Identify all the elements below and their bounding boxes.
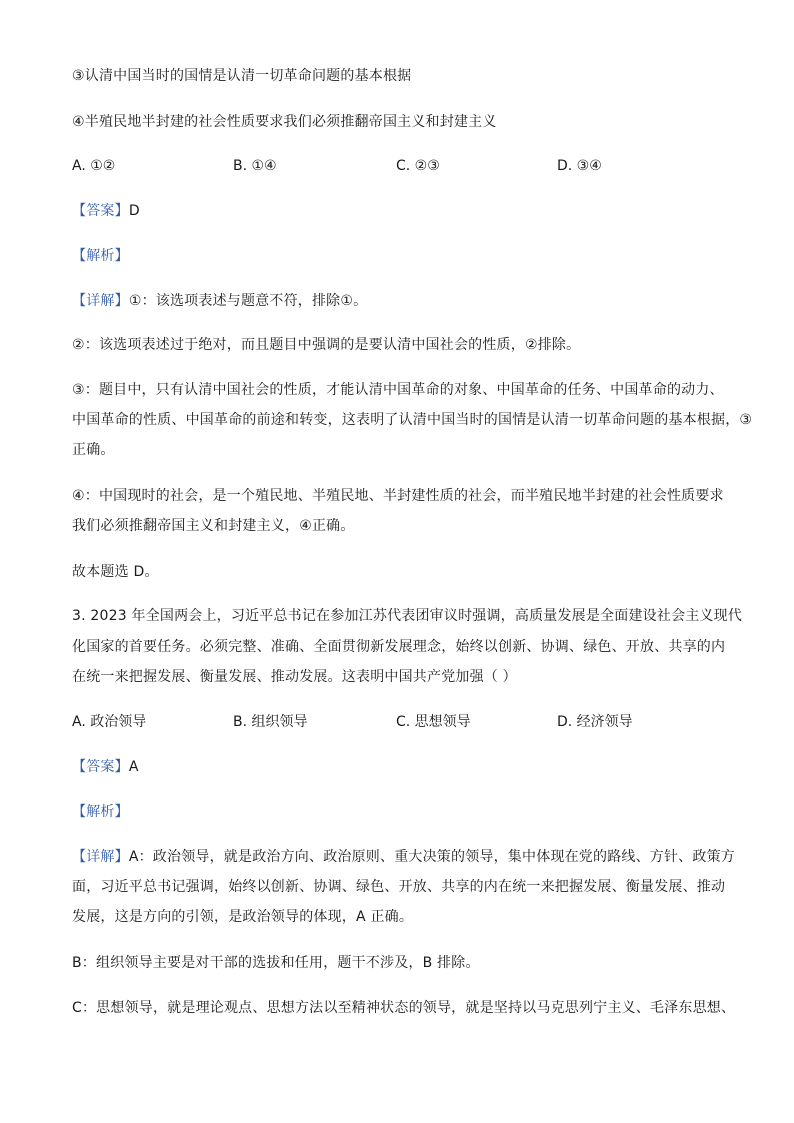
detail-1: [72, 291, 367, 311]
q3-stem-line-2: 化国家的首要任务。必须完整、准确、全面贯彻新发展理念，始终以创新、协调、绿色、开放、共享的内: [72, 639, 726, 655]
option-b: B. ①④: [233, 158, 277, 174]
statement-3: ③认清中国当时的国情是认清一切革命问题的基本根据: [72, 68, 412, 84]
q3-detail-a-line-3: 发展，这是方向的引领，是政治领导的体现，A 正确。: [72, 909, 414, 925]
option-b: B. 组织领导: [233, 714, 308, 730]
q3-detail-a-text: A：政治领导，就是政治方向、政治原则、重大决策的领导，集中体现在党的路线、方针、政策方: [128, 849, 735, 865]
option-d: D. 经济领导: [557, 714, 633, 730]
detail-tag: 【详解】: [72, 293, 129, 309]
analysis-tag: 【解析】: [72, 804, 129, 820]
answer-value: D: [128, 203, 140, 219]
q3-answer-line: [72, 757, 139, 777]
option-a: A. ①②: [72, 158, 116, 174]
detail-4-line-1: ④：中国现时的社会，是一个殖民地、半殖民地、半封建性质的社会，而半殖民地半封建的社会性质要求: [72, 488, 724, 504]
option-c: C. ②③: [396, 158, 440, 174]
detail-2: ②：该选项表述过于绝对，而且题目中强调的是要认清中国社会的性质，②排除。: [72, 337, 581, 353]
q3-detail-c: C：思想领导，就是理论观点、思想方法以至精神状态的领导，就是坚持以马克思列宁主义、毛泽东思想、: [72, 1000, 736, 1016]
detail-tag: 【详解】: [72, 849, 129, 865]
option-c: C. 思想领导: [396, 714, 471, 730]
conclusion: 故本题选 D。: [72, 564, 159, 580]
q3-detail-a-line-2: 面，习近平总书记强调，始终以创新、协调、绿色、开放、共享的内在统一来把握发展、衡量发展、推动: [72, 879, 726, 895]
detail-3-line-2: 中国革命的性质、中国革命的前途和转变，这表明了认清中国当时的国情是认清一切革命问题的基本根据，③: [72, 412, 753, 428]
q3-stem-line-3: 在统一来把握发展、衡量发展、推动发展。这表明中国共产党加强（ ）: [72, 669, 517, 685]
q3-detail-b: B：组织领导主要是对干部的选拔和任用，题干不涉及，B 排除。: [72, 955, 480, 971]
detail-3-line-1: ③：题目中，只有认清中国社会的性质，才能认清中国革命的对象、中国革命的任务、中国革命的动力、: [72, 382, 724, 398]
detail-4-line-2: 我们必须推翻帝国主义和封建主义，④正确。: [72, 518, 355, 534]
answer-tag: 【答案】: [72, 203, 129, 219]
option-d: D. ③④: [557, 158, 602, 174]
option-a: A. 政治领导: [72, 714, 147, 730]
q3-detail-a-line-1: [72, 847, 735, 867]
analysis-heading: [72, 246, 129, 266]
answer-value: A: [128, 759, 139, 775]
detail-1-text: ①：该选项表述与题意不符，排除①。: [128, 293, 368, 309]
statement-4: ④半殖民地半封建的社会性质要求我们必须推翻帝国主义和封建主义: [72, 114, 497, 130]
q3-stem-line-1: 3. 2023 年全国两会上，习近平总书记在参加江苏代表团审议时强调，高质量发展是全面建设社会主义现代: [72, 608, 743, 624]
analysis-tag: 【解析】: [72, 248, 129, 264]
answer-line: [72, 201, 140, 221]
answer-tag: 【答案】: [72, 759, 129, 775]
detail-3-line-3: 正确。: [72, 442, 115, 458]
q3-analysis-heading: [72, 802, 129, 822]
